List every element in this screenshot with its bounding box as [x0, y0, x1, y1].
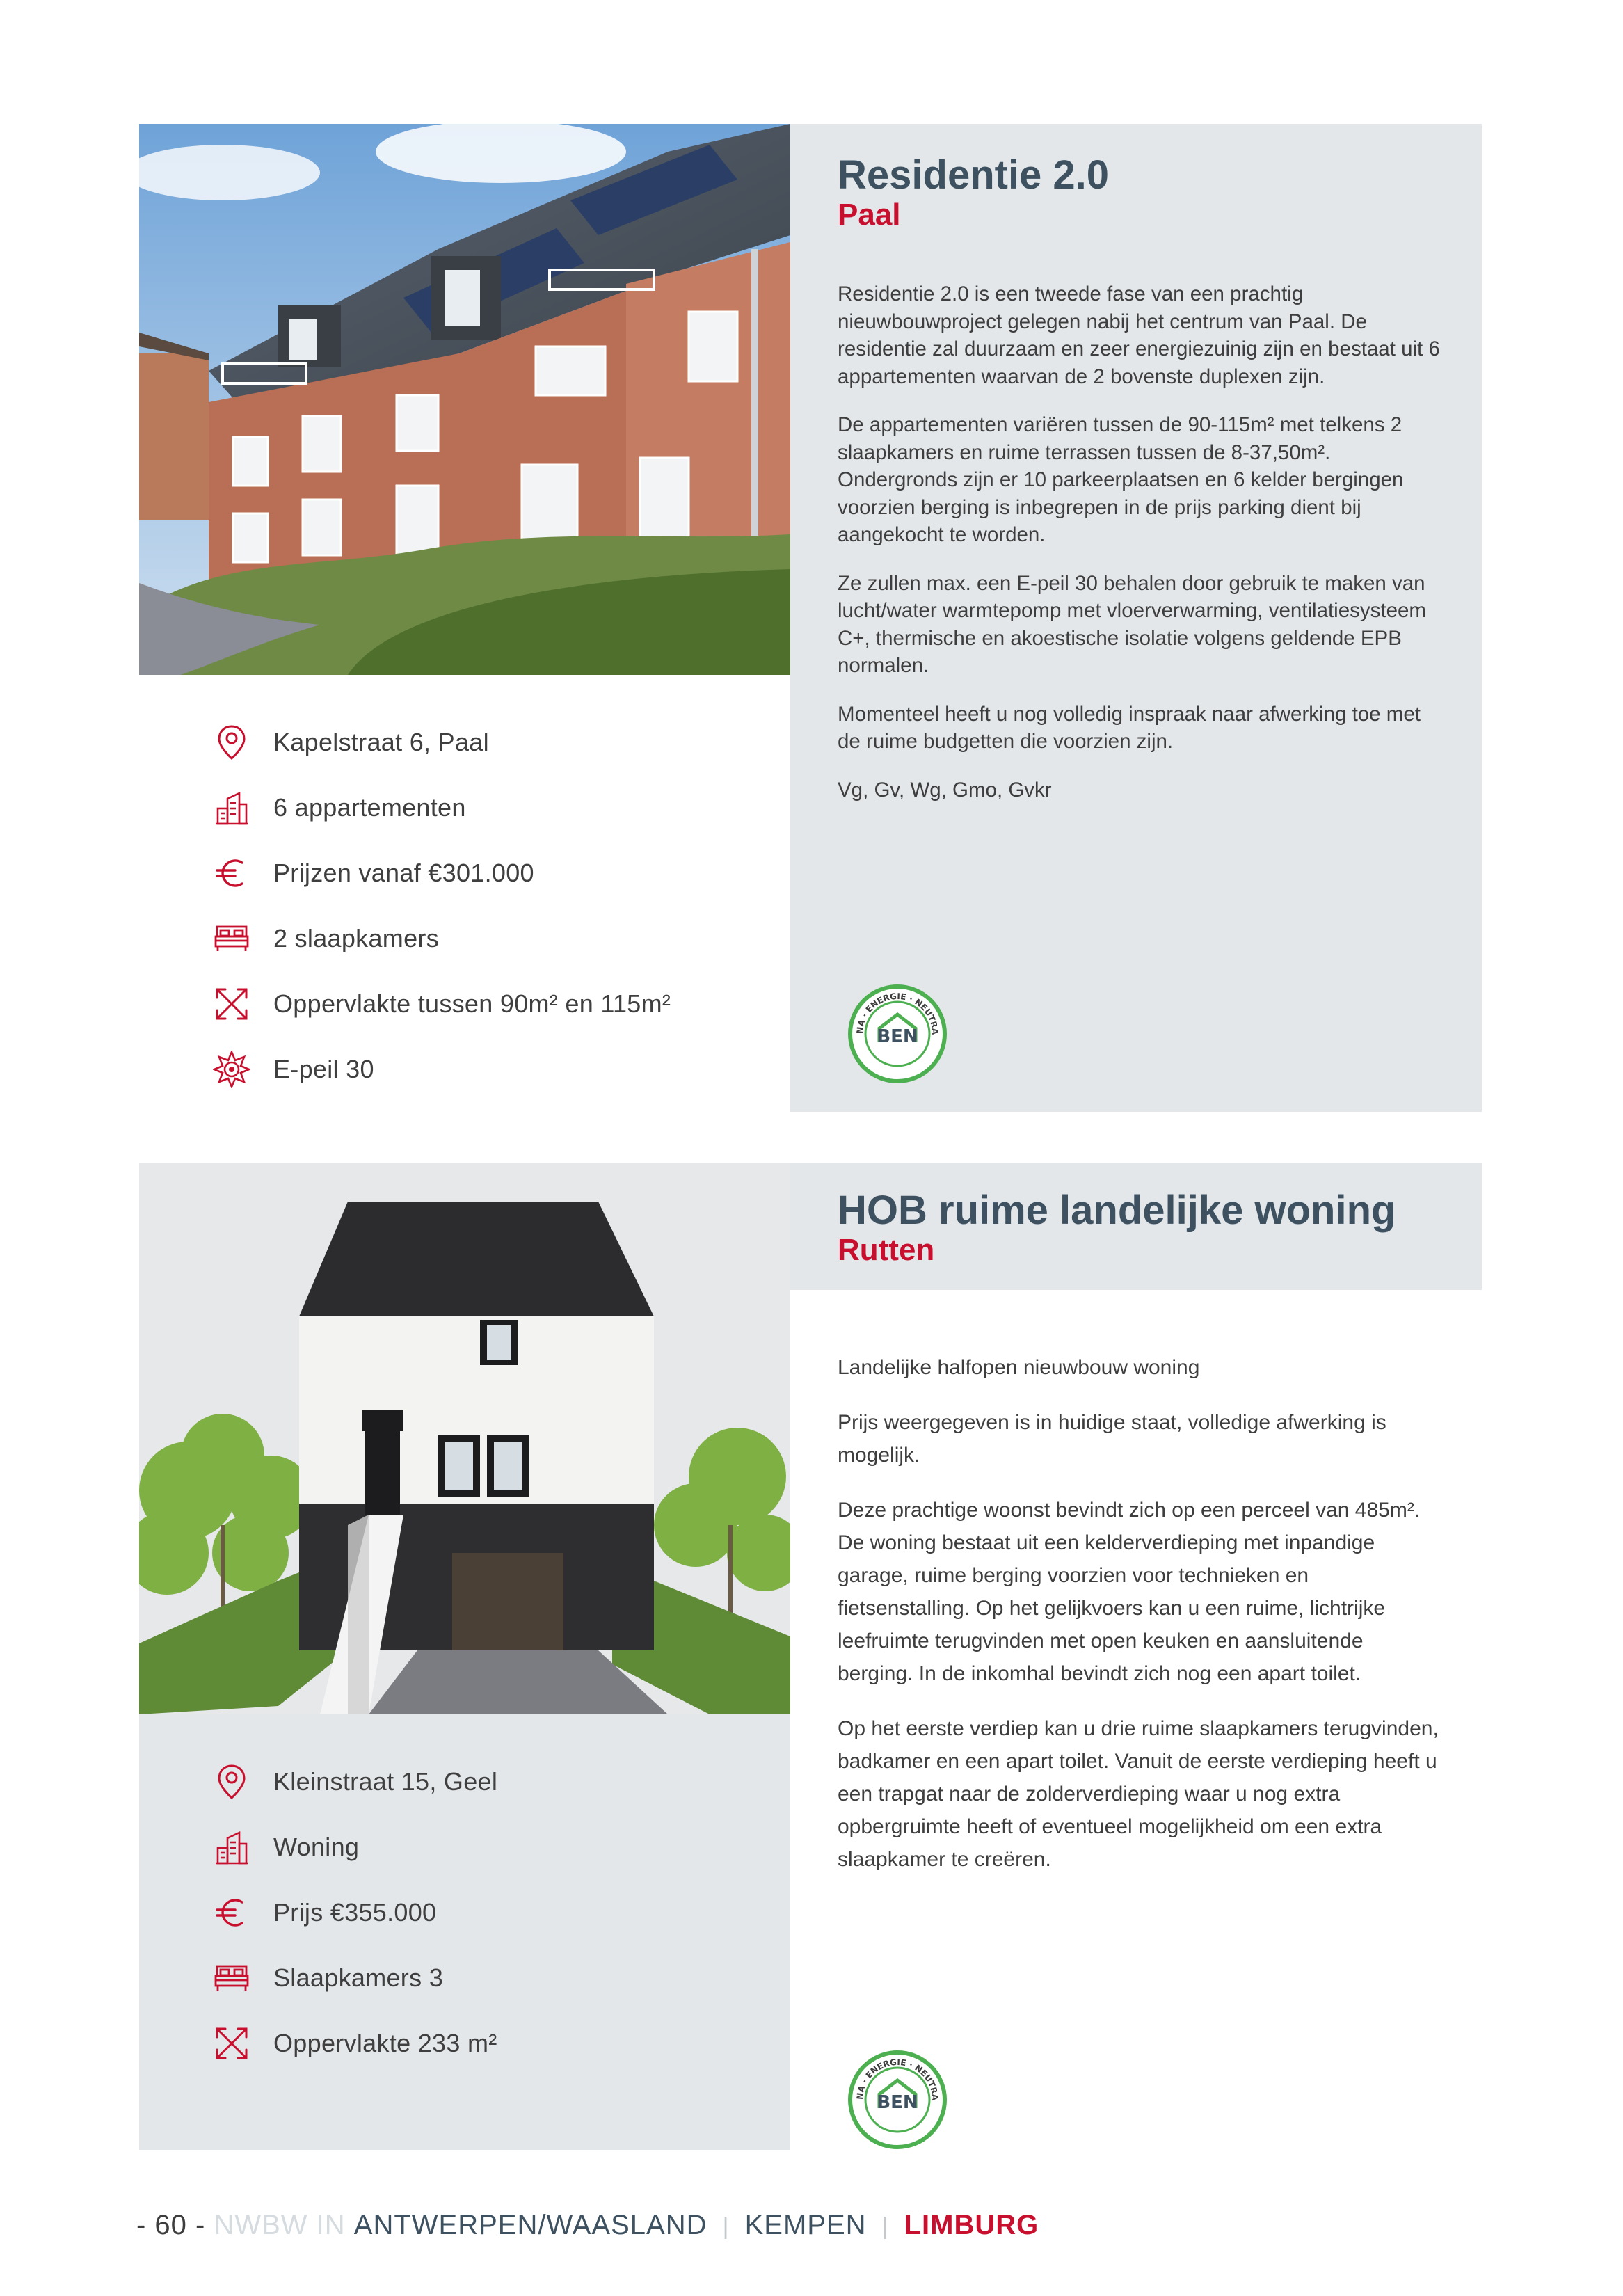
info-panel: [790, 124, 1482, 1112]
facts-panel: [139, 1714, 790, 2150]
fact-bedrooms: [212, 1945, 497, 2011]
fact-units: [212, 775, 671, 840]
fact-text: Woning: [273, 1833, 360, 1861]
listing-location: Paal: [838, 198, 901, 232]
page-footer: [136, 2210, 1039, 2241]
ben-energy-badge: [846, 2048, 949, 2151]
fact-text: 2 slaapkamers: [273, 924, 440, 952]
footer-separator: |: [722, 2213, 730, 2240]
footer-region-antwerpen: ANTWERPEN/WAASLAND: [353, 2210, 707, 2240]
description-paragraph: Vg, Gv, Wg, Gmo, Gvkr: [838, 778, 1052, 802]
bed-icon: [212, 1959, 251, 1998]
euro-icon: [212, 1893, 251, 1932]
ben-energy-badge: [846, 982, 949, 1085]
listing-location: Rutten: [838, 1233, 935, 1267]
fact-text: Oppervlakte 233 m²: [273, 2029, 497, 2057]
fact-price: [212, 840, 671, 906]
description-paragraph: Prijs weergegeven is in huidige staat, volledige afwerking is mogelijk.: [838, 1411, 1386, 1467]
fact-bedrooms: [212, 906, 671, 971]
svg-text:BEN: BEN: [877, 2092, 918, 2113]
fact-epeil: [212, 1037, 671, 1102]
description-paragraph: Ze zullen max. een E-peil 30 behalen door gebruik te maken van lucht/water warmtepomp met vloerverwarming, ventilatiesysteem C+, thermische en akoestische isolatie volgens geldende EPB normalen.: [838, 571, 1426, 677]
fact-text: Oppervlakte tussen 90m² en 115m²: [273, 989, 671, 1018]
listing-title: HOB ruime landelijke woning: [838, 1188, 1396, 1233]
fact-address: [212, 1749, 497, 1815]
euro-icon: [212, 854, 251, 893]
location-pin-icon: [212, 723, 251, 762]
fact-price: [212, 1880, 497, 1945]
listing-header: [790, 1163, 1482, 1290]
footer-prefix: NWBW IN: [214, 2210, 346, 2240]
description-paragraph: Deze prachtige woonst bevindt zich op een perceel van 485m². De woning bestaat uit een kelderverdieping met inpandige garage, ruime berging voorzien voor technieken en fietsenstalling. Op het gelijkvoers kan u een ruime, lichtrijke leefruimte terugvinden met open keuken en aansluitende berging. In de inkomhal bevindt zich nog een apart toilet.: [838, 1499, 1421, 1685]
fact-text: Prijs €355.000: [273, 1898, 437, 1927]
svg-text:BEN: BEN: [877, 1026, 918, 1047]
listing-description: [838, 280, 1443, 824]
fact-type: [212, 1815, 497, 1880]
fact-address: [212, 710, 671, 775]
fact-text: Slaapkamers 3: [273, 1963, 444, 1992]
page-number: - 60 -: [136, 2210, 206, 2240]
fact-surface: [212, 971, 671, 1037]
footer-separator: |: [881, 2213, 889, 2240]
footer-region-limburg: LIMBURG: [904, 2210, 1039, 2240]
description-paragraph: Op het eerste verdiep kan u drie ruime slaapkamers terugvinden, badkamer en een apart toilet. Vanuit de eerste verdieping heeft u een trapgat naar de zolderverdieping waar u nog extra opbergruimte heeft of eventueel mogelijkheid om een extra slaapkamer te creëren.: [838, 1717, 1439, 1871]
building-icon: [212, 788, 251, 827]
facts-list: [212, 1749, 497, 2076]
location-pin-icon: [212, 1762, 251, 1801]
listing-photo-apartment-building: [139, 124, 790, 675]
description-paragraph: De appartementen variëren tussen de 90-115m² met telkens 2 slaapkamers en ruime terrassen tussen de 8-37,50m². Ondergronds zijn er 10 parkeerplaatsen en 6 kelder bergingen voorzien berging is inbegrepen in de prijs parking dient bij aangekocht te worden.: [838, 413, 1404, 546]
listing-residentie-2-0: [139, 124, 1482, 1112]
sun-energy-icon: [212, 1050, 251, 1089]
facts-list: [212, 710, 671, 1102]
expand-arrows-icon: [212, 984, 251, 1023]
fact-text: Prijzen vanaf €301.000: [273, 859, 534, 887]
house-render-image: [139, 1163, 790, 1714]
bed-icon: [212, 919, 251, 958]
listing-photo-house: [139, 1163, 790, 1714]
listing-hob-landelijke-woning: [139, 1163, 1482, 2150]
listing-header: [790, 124, 1482, 232]
svg-text:BIJNA · ENERGIE · NEUTRAAL: NA · ENERGIE · NEUTRA: [854, 991, 941, 1035]
expand-arrows-icon: [212, 2024, 251, 2063]
listing-description: [838, 1351, 1443, 1898]
description-paragraph: Residentie 2.0 is een tweede fase van een prachtig nieuwbouwproject gelegen nabij het centrum van Paal. De residentie zal duurzaam en zeer energiezuinig zijn en bestaat uit 6 appartementen waarvan de 2 bovenste duplexen zijn.: [838, 282, 1440, 388]
fact-text: E-peil 30: [273, 1055, 374, 1083]
fact-text: Kapelstraat 6, Paal: [273, 728, 489, 756]
fact-text: 6 appartementen: [273, 793, 466, 822]
fact-text: Kleinstraat 15, Geel: [273, 1767, 498, 1796]
description-paragraph: Momenteel heeft u nog volledig inspraak naar afwerking toe met de ruime budgetten die voorzien zijn.: [838, 702, 1421, 753]
description-paragraph: Landelijke halfopen nieuwbouw woning: [838, 1356, 1200, 1379]
building-icon: [212, 1828, 251, 1867]
fact-surface: [212, 2011, 497, 2076]
facts-panel: [139, 675, 790, 1112]
listing-title: Residentie 2.0: [838, 152, 1110, 198]
apartment-render-image: [139, 124, 790, 675]
info-panel: [790, 1163, 1482, 2150]
svg-text:BIJNA · ENERGIE · NEUTRAAL: NA · ENERGIE · NEUTRA: [854, 2057, 941, 2101]
footer-region-kempen: KEMPEN: [744, 2210, 867, 2240]
